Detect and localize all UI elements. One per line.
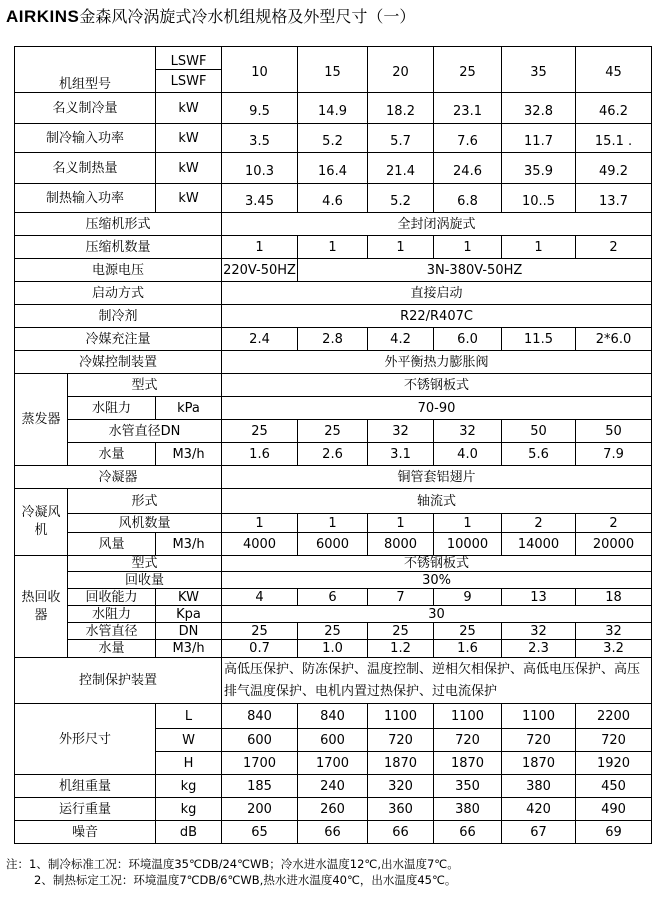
- cell-value: 10..5: [502, 184, 576, 213]
- row-label: 名义制热量: [15, 153, 156, 184]
- table-row: [15, 397, 652, 420]
- span-value: 铜管套铝翅片: [222, 466, 652, 489]
- model-number: 35: [502, 47, 576, 93]
- cell-value: 16.4: [298, 153, 368, 184]
- table-row: [15, 798, 652, 821]
- cell-value: 66: [368, 821, 434, 844]
- cell-value: 360: [368, 798, 434, 821]
- cell-value: 4.2: [368, 328, 434, 351]
- unit-cell: kW: [156, 124, 222, 153]
- cell-value: 720: [576, 729, 652, 752]
- table-row: [15, 282, 652, 305]
- cell-value: 21.4: [368, 153, 434, 184]
- row-label: 水管直径DN: [68, 420, 222, 443]
- cell-value: 50: [576, 420, 652, 443]
- table-row: [15, 213, 652, 236]
- row-label: 名义制冷量: [15, 93, 156, 124]
- table-row: [15, 466, 652, 489]
- model-number: 10: [222, 47, 298, 93]
- cell-value: 49.2: [576, 153, 652, 184]
- cell-value: 15.1 .: [576, 124, 652, 153]
- cell-value: 65: [222, 821, 298, 844]
- cell-value: 840: [298, 704, 368, 729]
- row-label: 水阻力: [68, 606, 156, 623]
- cell-value: 11.5: [502, 328, 576, 351]
- cell-value: 600: [222, 729, 298, 752]
- row-label: 水管直径: [68, 623, 156, 640]
- row-label: 制热输入功率: [15, 184, 156, 213]
- cell-value: 9: [434, 589, 502, 606]
- row-label: 水阻力: [68, 397, 156, 420]
- cell-value: 24.6: [434, 153, 502, 184]
- cell-value: 1: [222, 236, 298, 259]
- table-row: [15, 443, 652, 466]
- series-label: LSWF: [156, 47, 222, 70]
- cell-value: 4.6: [298, 184, 368, 213]
- model-number: 25: [434, 47, 502, 93]
- unit-cell: dB: [156, 821, 222, 844]
- cell-value: 220V-50HZ: [222, 259, 298, 282]
- group-label: 冷凝风机: [15, 489, 68, 556]
- cell-value: 380: [502, 775, 576, 798]
- cell-value: 1: [502, 236, 576, 259]
- cell-value: 66: [298, 821, 368, 844]
- cell-value: 4000: [222, 533, 298, 556]
- cell-value: 490: [576, 798, 652, 821]
- cell-value: 10000: [434, 533, 502, 556]
- protection-list: [222, 658, 652, 704]
- cell-value: 5.7: [368, 124, 434, 153]
- table-row: [15, 589, 652, 606]
- cell-value: 9.5: [222, 93, 298, 124]
- cell-value: 3.1: [368, 443, 434, 466]
- cell-value: 1.6: [222, 443, 298, 466]
- cell-value: 720: [368, 729, 434, 752]
- model-number: 45: [576, 47, 652, 93]
- row-label: 冷媒充注量: [15, 328, 222, 351]
- table-row: [15, 572, 652, 589]
- cell-value: 4.0: [434, 443, 502, 466]
- cell-value: 10.3: [222, 153, 298, 184]
- cell-value: 1: [434, 236, 502, 259]
- table-row: [15, 658, 652, 704]
- cell-value: 380: [434, 798, 502, 821]
- cell-value: 1: [368, 236, 434, 259]
- cell-value: 50: [502, 420, 576, 443]
- cell-value: 2: [576, 514, 652, 533]
- row-label: 风量: [68, 533, 156, 556]
- row-label: 控制保护装置: [15, 658, 222, 704]
- cell-value: 840: [222, 704, 298, 729]
- cell-value: 7.6: [434, 124, 502, 153]
- spec-table-body: [15, 47, 652, 844]
- cell-value: 32: [434, 420, 502, 443]
- cell-value: 46.2: [576, 93, 652, 124]
- cell-value: 720: [434, 729, 502, 752]
- unit-cell: kg: [156, 798, 222, 821]
- cell-value: 2.4: [222, 328, 298, 351]
- row-label: 水量: [68, 640, 156, 658]
- cell-value: 600: [298, 729, 368, 752]
- cell-value: 1100: [434, 704, 502, 729]
- cell-value: 6000: [298, 533, 368, 556]
- cell-value: 6.0: [434, 328, 502, 351]
- cell-value: 25: [368, 623, 434, 640]
- table-row: [15, 514, 652, 533]
- cell-value: 7: [368, 589, 434, 606]
- unit-cell: kW: [156, 93, 222, 124]
- row-label: 启动方式: [15, 282, 222, 305]
- cell-value: 4: [222, 589, 298, 606]
- table-row: [15, 420, 652, 443]
- cell-value: 420: [502, 798, 576, 821]
- row-label: 风机数量: [68, 514, 222, 533]
- protection-line: 高低压保护、防冻保护、温度控制、逆相欠相保护、高低电压保护、高压: [224, 661, 641, 677]
- cell-value: 3.45: [222, 184, 298, 213]
- cell-value: 1.6: [434, 640, 502, 658]
- table-row: [15, 236, 652, 259]
- cell-value: 240: [298, 775, 368, 798]
- cell-value: 32.8: [502, 93, 576, 124]
- cell-value: 32: [502, 623, 576, 640]
- series-label: LSWF: [156, 70, 222, 93]
- protection-line: 排气温度保护、电机内置过热保护、过电流保护: [224, 683, 498, 699]
- cell-value: 1870: [502, 752, 576, 775]
- spec-table: [14, 46, 652, 844]
- cell-value: 350: [434, 775, 502, 798]
- cell-value: 1870: [368, 752, 434, 775]
- cell-value: 1.2: [368, 640, 434, 658]
- span-value: 外平衡热力膨胀阀: [222, 351, 652, 374]
- cell-value: 2*6.0: [576, 328, 652, 351]
- row-label: 运行重量: [15, 798, 156, 821]
- cell-value: 2.8: [298, 328, 368, 351]
- table-row: [15, 640, 652, 658]
- note-1: 注：1、制冷标准工况：环境温度35℃DB/24℃WB；冷水进水温度12℃,出水温度7℃。: [6, 857, 459, 871]
- row-label: 冷凝器: [15, 466, 222, 489]
- title-text: 金森风冷涡旋式冷水机组规格及外型尺寸（一）: [79, 7, 416, 26]
- table-row: [15, 374, 652, 397]
- cell-value: 2.3: [502, 640, 576, 658]
- cell-value: 14.9: [298, 93, 368, 124]
- cell-value: 18: [576, 589, 652, 606]
- row-label: 压缩机形式: [15, 213, 222, 236]
- cell-value: 2: [576, 236, 652, 259]
- cell-value: 69: [576, 821, 652, 844]
- cell-value: 1700: [222, 752, 298, 775]
- cell-value: 5.6: [502, 443, 576, 466]
- cell-value: 1: [222, 514, 298, 533]
- cell-value: 1: [434, 514, 502, 533]
- table-row: [15, 184, 652, 213]
- cell-value: 185: [222, 775, 298, 798]
- cell-value: 0.7: [222, 640, 298, 658]
- model-number: 15: [298, 47, 368, 93]
- row-label: 外形尺寸: [15, 704, 156, 775]
- span-value: 70-90: [222, 397, 652, 420]
- cell-value: 14000: [502, 533, 576, 556]
- cell-value: 200: [222, 798, 298, 821]
- row-label: 型式: [68, 556, 222, 572]
- unit-cell: KW: [156, 589, 222, 606]
- row-label: 回收量: [68, 572, 222, 589]
- cell-value: 8000: [368, 533, 434, 556]
- cell-value: 13: [502, 589, 576, 606]
- cell-value: 1.0: [298, 640, 368, 658]
- cell-value: 25: [298, 623, 368, 640]
- unit-cell: kPa: [156, 397, 222, 420]
- unit-cell: L: [156, 704, 222, 729]
- row-label: 冷媒控制装置: [15, 351, 222, 374]
- span-value: 3N-380V-50HZ: [298, 259, 652, 282]
- cell-value: 2: [502, 514, 576, 533]
- table-row: [15, 93, 652, 124]
- unit-cell: W: [156, 729, 222, 752]
- cell-value: 720: [502, 729, 576, 752]
- cell-value: 2200: [576, 704, 652, 729]
- cell-value: 1: [368, 514, 434, 533]
- span-value: R22/R407C: [222, 305, 652, 328]
- cell-value: 1870: [434, 752, 502, 775]
- cell-value: 6.8: [434, 184, 502, 213]
- table-row: [15, 351, 652, 374]
- table-row: [15, 47, 652, 70]
- table-row: [15, 556, 652, 572]
- table-row: [15, 124, 652, 153]
- cell-value: 20000: [576, 533, 652, 556]
- table-row: [15, 153, 652, 184]
- cell-value: 260: [298, 798, 368, 821]
- row-label: 噪音: [15, 821, 156, 844]
- row-label: 制冷剂: [15, 305, 222, 328]
- row-label: 电源电压: [15, 259, 222, 282]
- cell-value: 6: [298, 589, 368, 606]
- span-value: 不锈钢板式: [222, 374, 652, 397]
- row-label: 形式: [68, 489, 222, 514]
- model-label: 机组型号: [15, 47, 156, 93]
- cell-value: 67: [502, 821, 576, 844]
- group-label: 蒸发器: [15, 374, 68, 466]
- row-label: 型式: [68, 374, 222, 397]
- span-value: 轴流式: [222, 489, 652, 514]
- cell-value: 23.1: [434, 93, 502, 124]
- table-row: [15, 775, 652, 798]
- model-number: 20: [368, 47, 434, 93]
- span-value: 直接启动: [222, 282, 652, 305]
- unit-cell: kW: [156, 184, 222, 213]
- unit-cell: kg: [156, 775, 222, 798]
- span-value: 全封闭涡旋式: [222, 213, 652, 236]
- table-row: [15, 821, 652, 844]
- cell-value: 13.7: [576, 184, 652, 213]
- table-row: [15, 606, 652, 623]
- cell-value: 18.2: [368, 93, 434, 124]
- cell-value: 32: [576, 623, 652, 640]
- cell-value: 3.5: [222, 124, 298, 153]
- cell-value: 320: [368, 775, 434, 798]
- table-row: [15, 704, 652, 729]
- cell-value: 1100: [368, 704, 434, 729]
- cell-value: 11.7: [502, 124, 576, 153]
- unit-cell: M3/h: [156, 443, 222, 466]
- row-label: 机组重量: [15, 775, 156, 798]
- cell-value: 2.6: [298, 443, 368, 466]
- cell-value: 5.2: [298, 124, 368, 153]
- table-row: [15, 259, 652, 282]
- note-2: 2、制热标定工况：环境温度7℃DB/6℃WB,热水进水温度40℃，出水温度45℃。: [34, 873, 457, 887]
- cell-value: 66: [434, 821, 502, 844]
- span-value: 不锈钢板式: [222, 556, 652, 572]
- cell-value: 1: [298, 236, 368, 259]
- cell-value: 25: [434, 623, 502, 640]
- unit-cell: H: [156, 752, 222, 775]
- cell-value: 1700: [298, 752, 368, 775]
- row-label: 水量: [68, 443, 156, 466]
- cell-value: 5.2: [368, 184, 434, 213]
- brand-name: AIRKINS: [6, 7, 80, 26]
- table-row: [15, 533, 652, 556]
- cell-value: 35.9: [502, 153, 576, 184]
- unit-cell: DN: [156, 623, 222, 640]
- table-row: [15, 623, 652, 640]
- page-title: [6, 4, 415, 27]
- group-label: 热回收器: [15, 556, 68, 658]
- table-row: [15, 489, 652, 514]
- cell-value: 1: [298, 514, 368, 533]
- cell-value: 1920: [576, 752, 652, 775]
- table-row: [15, 328, 652, 351]
- row-label: 制冷输入功率: [15, 124, 156, 153]
- cell-value: 32: [368, 420, 434, 443]
- row-label: 压缩机数量: [15, 236, 222, 259]
- footnotes: [6, 856, 459, 888]
- span-value: 30: [222, 606, 652, 623]
- cell-value: 7.9: [576, 443, 652, 466]
- cell-value: 25: [222, 420, 298, 443]
- cell-value: 1100: [502, 704, 576, 729]
- unit-cell: Kpa: [156, 606, 222, 623]
- cell-value: 25: [222, 623, 298, 640]
- unit-cell: M3/h: [156, 640, 222, 658]
- unit-cell: M3/h: [156, 533, 222, 556]
- span-value: 30%: [222, 572, 652, 589]
- table-row: [15, 305, 652, 328]
- cell-value: 25: [298, 420, 368, 443]
- row-label: 回收能力: [68, 589, 156, 606]
- cell-value: 3.2: [576, 640, 652, 658]
- cell-value: 450: [576, 775, 652, 798]
- unit-cell: kW: [156, 153, 222, 184]
